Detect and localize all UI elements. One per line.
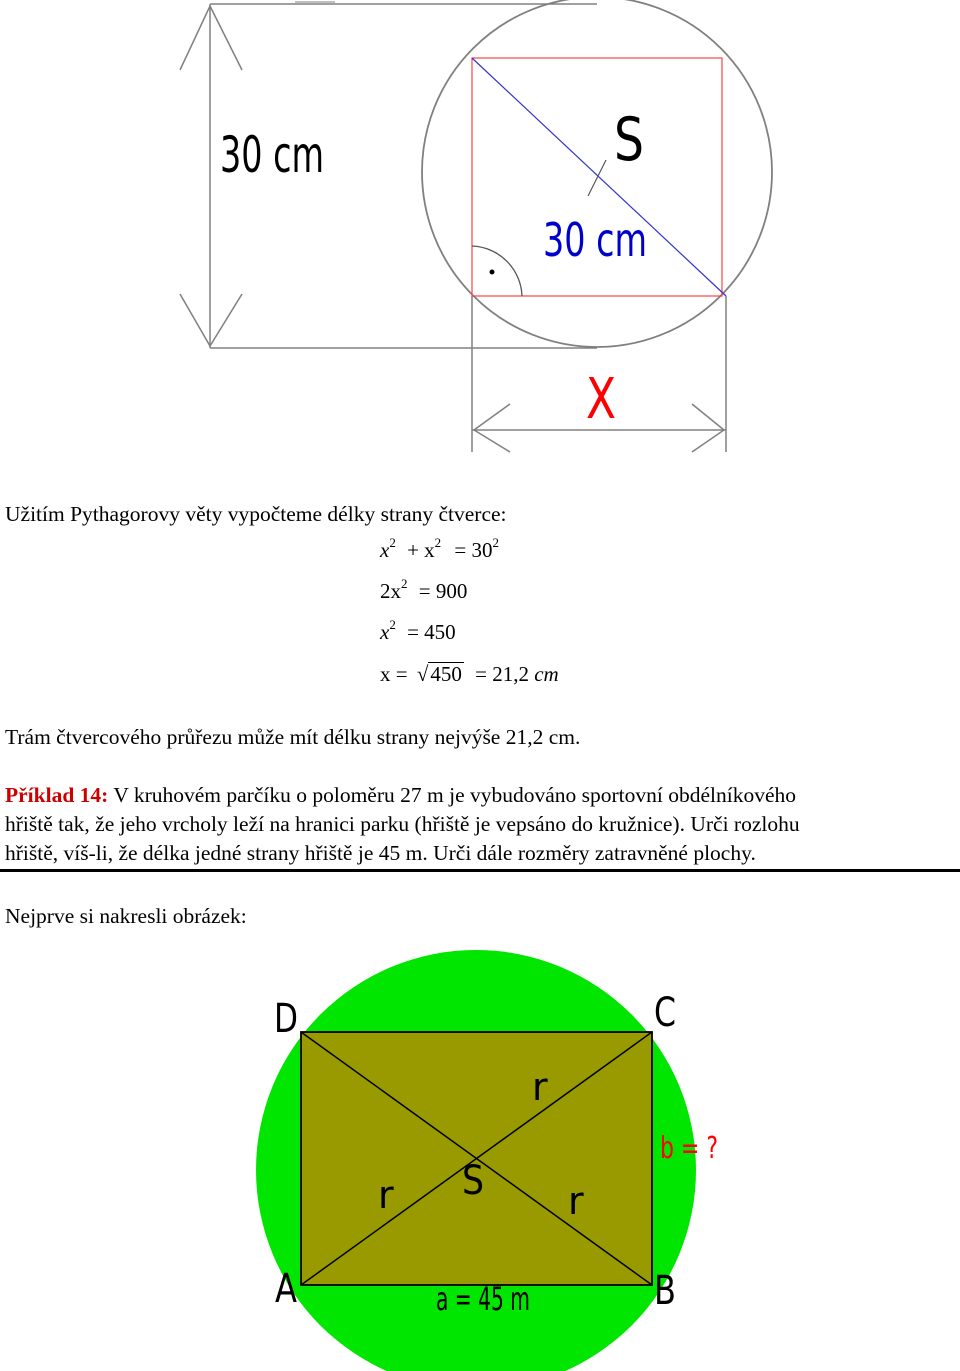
eq3-rhs: = 450 xyxy=(407,620,456,644)
height-arrow-head-bottom xyxy=(180,294,242,346)
eq4-rhs: = 21,2 xyxy=(475,662,529,686)
vertex-d-label: D xyxy=(274,996,298,1042)
figure-square-in-circle xyxy=(0,0,960,460)
height-label: 30 cm xyxy=(220,126,324,184)
example-label: Příklad 14: xyxy=(5,783,109,807)
side-x-label: X xyxy=(586,367,616,432)
radius-label-top: r xyxy=(532,1065,548,1109)
circumscribed-circle xyxy=(422,0,772,347)
vertex-a-label: A xyxy=(275,1266,298,1312)
side-arrow-head-right xyxy=(692,404,724,452)
intro-text: Užitím Pythagorovy věty vypočteme délky strany čtverce: xyxy=(5,502,507,526)
figure-rectangle-in-circle xyxy=(0,940,960,1371)
vertex-b-label: B xyxy=(654,1268,676,1314)
side-arrow-head-left xyxy=(474,404,510,452)
side-a-label: a = 45 m xyxy=(436,1280,530,1318)
example-line-1 xyxy=(5,781,957,810)
equation-4: x = √450 = 21,2 cm xyxy=(380,662,559,686)
equation-3: $x^2 = 450$ xyxy=(380,617,456,644)
example-line-3: hřiště, víš-li, že délka jedné strany hřiště je 45 m. Urči dále rozměry zatravněné plochy. xyxy=(5,841,756,865)
eq1-plus: + x xyxy=(407,538,435,562)
example-line-1-text: V kruhovém parčíku o poloměru 27 m je vybudováno sportovní obdélníkového xyxy=(108,783,797,807)
center-tick xyxy=(588,160,606,196)
radius-label-left: r xyxy=(378,1173,394,1217)
center-s-label: S xyxy=(462,1158,484,1204)
eq3-lhs: x xyxy=(380,620,390,644)
example-paragraph xyxy=(5,781,957,868)
eq4-lhs: x = xyxy=(380,662,408,686)
eq1-rhs: = 30 xyxy=(454,538,493,562)
eq1-lhs: x xyxy=(380,538,390,562)
height-arrow-head-top xyxy=(180,6,242,70)
side-b-label: b = ? xyxy=(660,1131,718,1166)
equation-1: $x^2 + x^2 = 30^2$ xyxy=(380,535,500,562)
eq4-root: 450 xyxy=(430,662,462,686)
equation-2: $2x^2 = 900$ xyxy=(380,576,468,603)
diagonal-label: 30 cm xyxy=(543,213,647,267)
example-line-2: hřiště tak, že jeho vrcholy leží na hranici parku (hřiště je vepsáno do kružnice). Urči rozlohu xyxy=(5,812,800,836)
right-angle-dot xyxy=(490,270,495,275)
conclusion-text: Trám čtvercového průřezu může mít délku strany nejvýše 21,2 cm. xyxy=(5,725,581,749)
eq2-rhs: = 900 xyxy=(418,579,468,603)
center-label: S xyxy=(614,105,644,175)
eq2-lhs: 2x xyxy=(380,579,401,603)
vertex-c-label: C xyxy=(654,990,676,1036)
eq4-unit: cm xyxy=(534,662,559,686)
section-divider xyxy=(0,869,960,872)
right-angle-arc xyxy=(472,246,522,296)
radius-label-right: r xyxy=(568,1179,584,1223)
instruction-text: Nejprve si nakresli obrázek: xyxy=(5,904,247,928)
